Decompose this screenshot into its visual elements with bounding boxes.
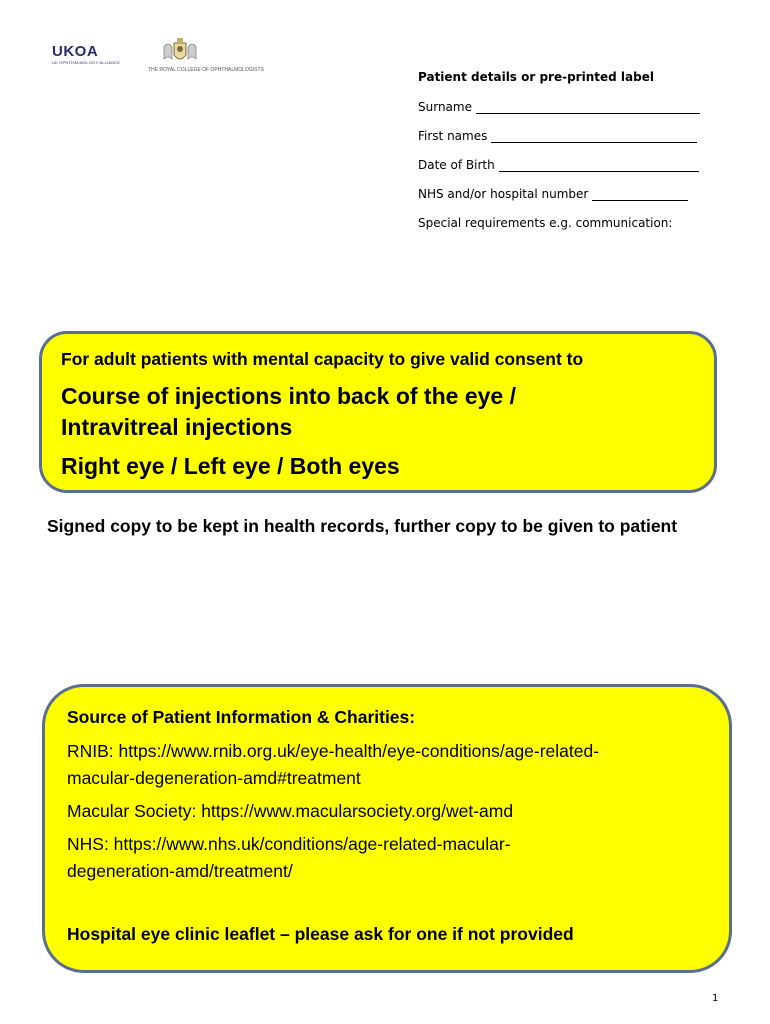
first-names-line[interactable] (491, 130, 697, 143)
crest-icon (160, 37, 200, 67)
nhs-number-label: NHS and/or hospital number (418, 187, 589, 201)
procedure-title-line2: Intravitreal injections (61, 414, 293, 440)
patient-details-heading: Patient details or pre-printed label (418, 70, 654, 84)
ukoa-logo (52, 44, 134, 70)
rco-subtitle: THE ROYAL COLLEGE OF OPHTHALMOLOGISTS (148, 67, 264, 73)
information-sources-box (42, 684, 732, 973)
first-names-field[interactable] (418, 129, 697, 143)
nhs-source (67, 831, 511, 885)
procedure-title (61, 381, 516, 443)
eye-selection: Right eye / Left eye / Both eyes (61, 453, 400, 479)
surname-label: Surname (418, 100, 472, 114)
dob-line[interactable] (499, 159, 699, 172)
ukoa-subtitle: UK OPHTHALMOLOGY ALLIANCE (52, 60, 121, 65)
leaflet-note: Hospital eye clinic leaflet – please ask for one if not provided (67, 924, 574, 944)
nhs-number-field[interactable] (418, 187, 688, 201)
consent-intro: For adult patients with mental capacity to give valid consent to (61, 349, 584, 369)
nhs-line1: NHS: https://www.nhs.uk/conditions/age-related-macular- (67, 834, 511, 854)
nhs-number-line[interactable] (592, 188, 688, 201)
ukoa-wordmark: UKOA (52, 43, 99, 60)
nhs-line2: degeneration-amd/treatment/ (67, 861, 293, 881)
dob-field[interactable] (418, 158, 699, 172)
macular-society-source: Macular Society: https://www.macularsociety.org/wet-amd (67, 801, 514, 821)
surname-line[interactable] (476, 101, 700, 114)
consent-procedure-box (39, 331, 717, 493)
special-requirements-label: Special requirements e.g. communication: (418, 216, 673, 230)
page-number: 1 (712, 993, 719, 1004)
surname-field[interactable] (418, 100, 700, 114)
first-names-label: First names (418, 129, 488, 143)
rco-crest-logo (148, 37, 264, 79)
rnib-line2: macular-degeneration-amd#treatment (67, 768, 361, 788)
sources-title: Source of Patient Information & Charities: (67, 707, 416, 727)
rnib-source (67, 738, 599, 792)
special-requirements-field (418, 216, 672, 230)
procedure-title-line1: Course of injections into back of the eye / (61, 383, 516, 409)
signed-copy-note: Signed copy to be kept in health records, further copy to be given to patient (47, 516, 678, 536)
dob-label: Date of Birth (418, 158, 495, 172)
rnib-line1: RNIB: https://www.rnib.org.uk/eye-health/eye-conditions/age-related- (67, 741, 600, 761)
